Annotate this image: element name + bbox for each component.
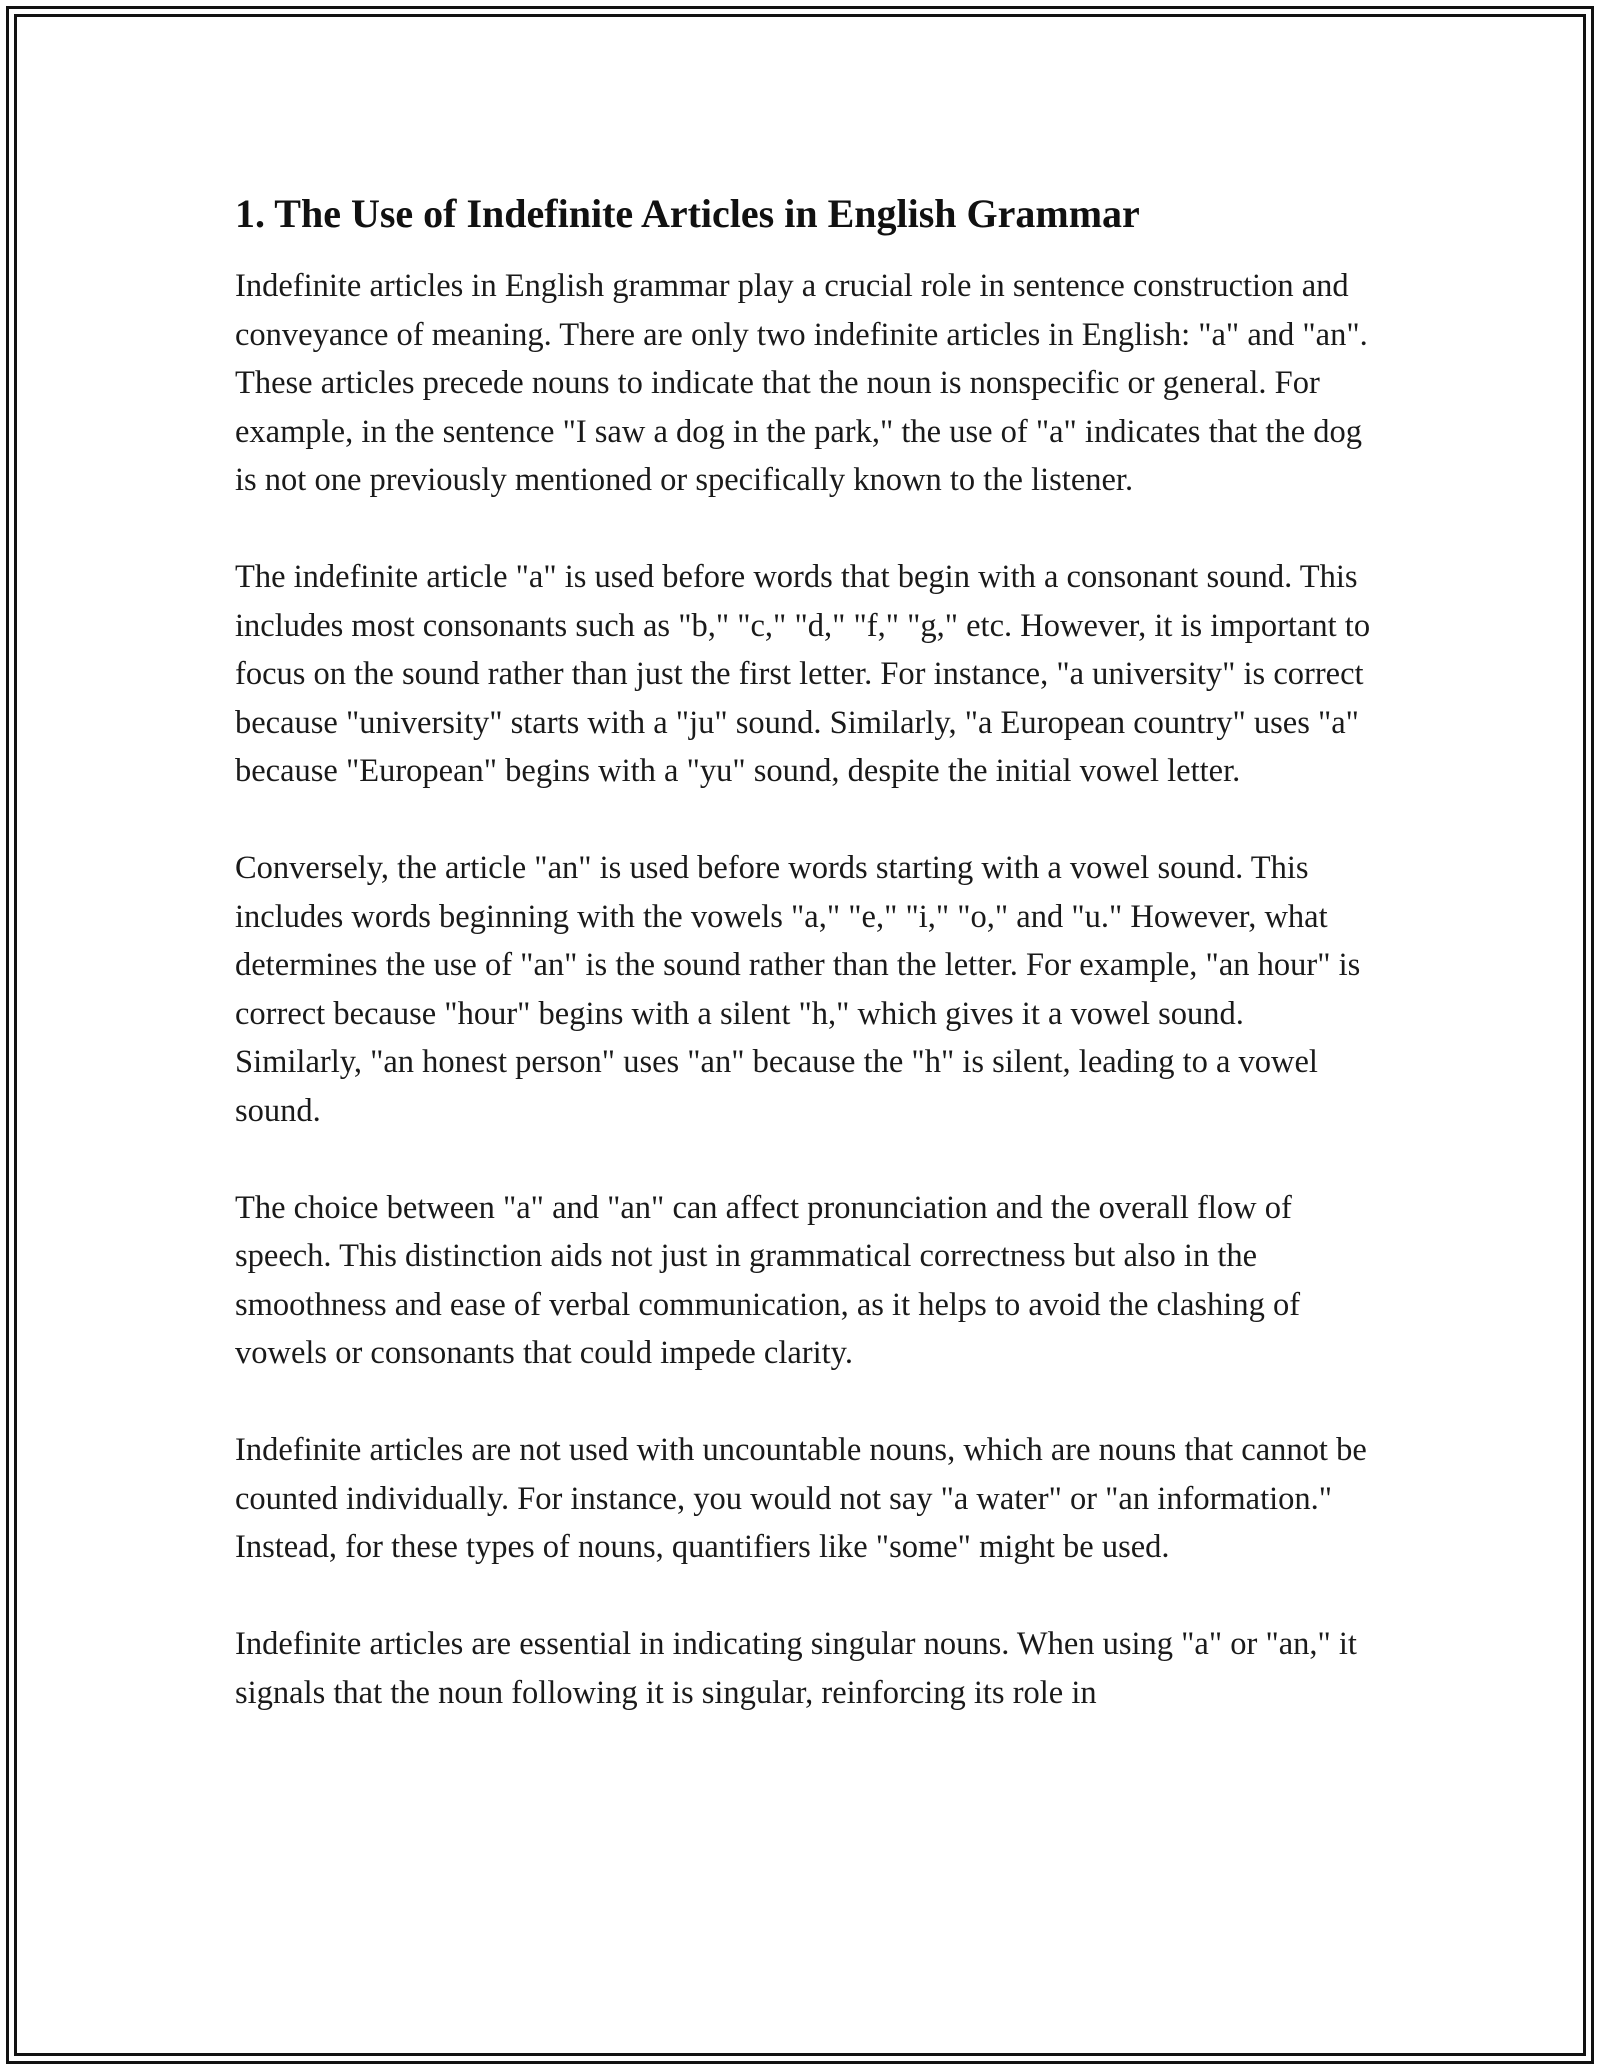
document-body [235, 186, 1375, 1766]
paragraph-pronunciation: The choice between "a" and "an" can affect pronunciation and the overall flow of speech. This distinction aids not just in grammatical correctness but also in the smoothness and ease of verbal communication, as it helps to avoid the clashing of vowels or consonants that could impede clarity. [235, 1189, 1301, 1371]
section-heading: 1. The Use of Indefinite Articles in English Grammar [235, 191, 1140, 236]
paragraph-article-a: The indefinite article "a" is used before words that begin with a consonant sound. This includes most consonants such as "b," "c," "d," "f," "g," etc. However, it is important to focus on the sound rather than just the first letter. For instance, "a university" is correct because "university" starts with a "ju" sound. Similarly, "a European country" uses "a" because "European" begins with a "yu" sound, despite the initial vowel letter. [235, 559, 1371, 789]
paragraph-singular-nouns: Indefinite articles are essential in indicating singular nouns. When using "a" or "an," it signals that the noun following it is singular, reinforcing its role in [235, 1626, 1357, 1711]
paragraph-intro: Indefinite articles in English grammar play a crucial role in sentence construction and conveyance of meaning. There are only two indefinite articles in English: "a" and "an". These articles precede nouns to indicate that the noun is nonspecific or general. For example, in the sentence "I saw a dog in the park," the use of "a" indicates that the dog is not one previously mentioned or specifically known to the listener. [235, 268, 1368, 498]
paragraph-uncountable-nouns: Indefinite articles are not used with uncountable nouns, which are nouns that cannot be counted individually. For instance, you would not say "a water" or "an information." Instead, for these types of nouns, quantifiers like "some" might be used. [235, 1432, 1367, 1565]
paragraph-article-an: Conversely, the article "an" is used before words starting with a vowel sound. This includes words beginning with the vowels "a," "e," "i," "o," and "u." However, what determines the use of "an" is the sound rather than the letter. For example, "an hour" is correct because "hour" begins with a silent "h," which gives it a vowel sound. Similarly, "an honest person" uses "an" because the "h" is silent, leading to a vowel sound. [235, 850, 1361, 1129]
